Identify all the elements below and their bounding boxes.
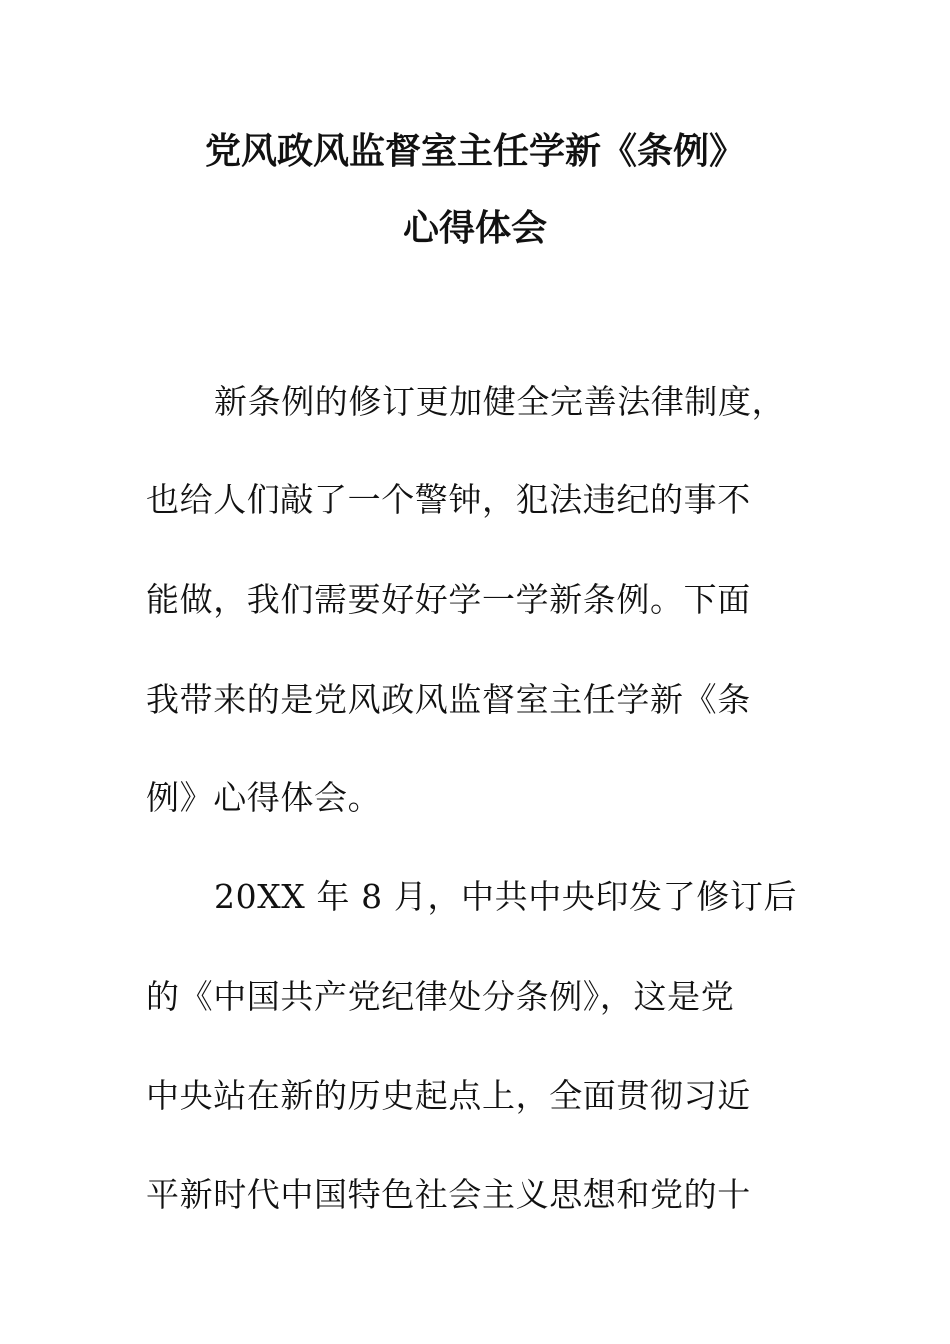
paragraph-line: 中央站在新的历史起点上，全面贯彻习近 bbox=[146, 1076, 751, 1115]
paragraph-line: 也给人们敲了一个警钟，犯法违纪的事不 bbox=[146, 480, 751, 519]
paragraph-line: 能做，我们需要好好学一学新条例。下面 bbox=[146, 580, 751, 619]
paragraph-line: 平新时代中国特色社会主义思想和党的十 bbox=[146, 1175, 751, 1214]
paragraph-line: 我带来的是党风政风监督室主任学新《条 bbox=[146, 680, 751, 719]
paragraph-line: 新条例的修订更加健全完善法律制度， bbox=[214, 382, 786, 421]
paragraph-line: 例》心得体会。 bbox=[146, 778, 382, 817]
document-title-line-2: 心得体会 bbox=[402, 208, 547, 249]
paragraph-line: 的《中国共产党纪律处分条例》，这是党 bbox=[146, 977, 735, 1016]
paragraph-line: 20XX 年 8 月，中共中央印发了修订后 bbox=[214, 877, 798, 916]
document-title-line-1: 党风政风监督室主任学新《条例》 bbox=[204, 131, 745, 172]
